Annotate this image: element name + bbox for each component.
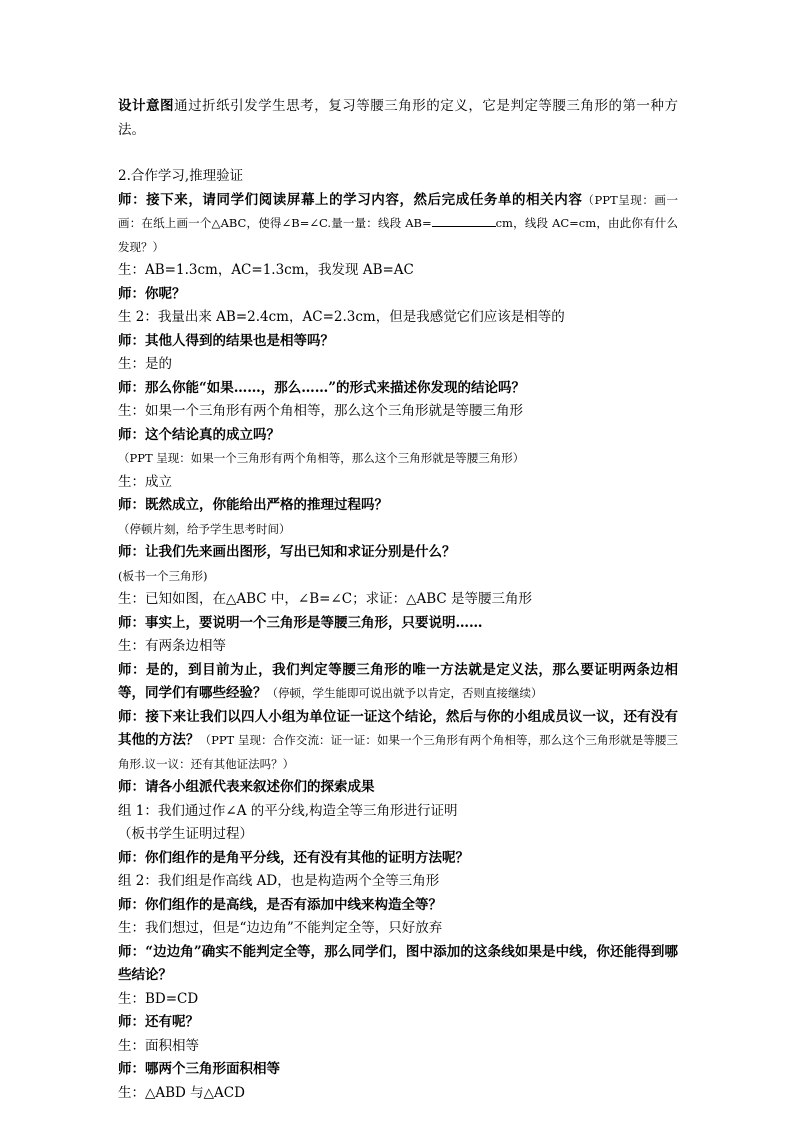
teacher-text: 师：是的，到目前为止，我们判定等腰三角形的唯一方法就是定义法，那么要证明两条边相等，同学们有哪些经验？ <box>118 661 678 701</box>
teacher-line: 师：这个结论真的成立吗？ <box>118 426 280 443</box>
student-line: 生：如果一个三角形有两个角相等，那么这个三角形就是等腰三角形 <box>118 403 523 419</box>
teacher-line: 师：“边边角”确实不能判定全等，那么同学们，图中添加的这条线如果是中线，你还能得到哪些结论？ <box>118 943 678 983</box>
board-note-line: （板书学生证明过程） <box>118 826 253 842</box>
teacher-line: 师：你们组作的是角平分线，还有没有其他的证明方法呢？ <box>118 849 469 866</box>
teacher-line <box>118 659 678 706</box>
teacher-line <box>118 706 678 777</box>
student-line: 生：有两条边相等 <box>118 638 226 654</box>
section-title: 2.合作学习,推理验证 <box>118 168 244 184</box>
student-line: 生：是的 <box>118 356 172 372</box>
teacher-line: 师：还有呢？ <box>118 1014 199 1030</box>
teacher-line: 师：事实上，要说明一个三角形是等腰三角形，只要说明…… <box>118 614 483 631</box>
ppt-note: cm，线段 AC=cm，由此你有什么发现？） <box>118 216 679 254</box>
teacher-line: 师：其他人得到的结果也是相等吗？ <box>118 332 334 349</box>
student-line: 生：已知如图，在△ABC 中，∠B=∠C；求证：△ABC 是等腰三角形 <box>118 591 533 607</box>
spacer <box>118 142 678 165</box>
note-text: （停顿，学生能即可说出就予以肯定，否则直接继续） <box>266 686 543 700</box>
teacher-line: 师：哪两个三角形面积相等 <box>118 1061 280 1077</box>
dialog-line <box>118 189 678 260</box>
student-line: 组 1：我们通过作∠A 的平分线,构造全等三角形进行证明 <box>118 802 458 819</box>
design-intent-text: 通过折纸引发学生思考，复习等腰三角形的定义，它是判定等腰三角形的第一种方法。 <box>118 98 679 138</box>
student-line: 生 2：我量出来 AB=2.4cm，AC=2.3cm，但是我感觉它们应该是相等的 <box>118 309 565 325</box>
student-line: 生：成立 <box>118 473 172 490</box>
note-line: （PPT 呈现：如果一个三角形有两个角相等，那么这个三角形就是等腰三角形） <box>118 451 525 465</box>
teacher-line: 师：请各小组派代表来叙述你们的探索成果 <box>118 779 375 795</box>
design-intent-label: 设计意图 <box>118 98 175 114</box>
blank-underline <box>432 214 496 227</box>
teacher-line: 师：让我们先来画出图形，写出已知和求证分别是什么？ <box>118 544 456 560</box>
ppt-note: （PPT呈现：画一画：在纸上画一个△ABC，使得∠B=∠C.量一量：线段 AB= <box>118 192 678 230</box>
note-line: （停顿片刻，给予学生思考时间） <box>118 521 291 536</box>
teacher-line: 师：既然成立，你能给出严格的推理过程吗？ <box>118 497 388 513</box>
teacher-text: 师：接下来，请同学们阅读屏幕上的学习内容，然后完成任务单的相关内容 <box>118 191 583 208</box>
note-line: (板书一个三角形) <box>118 568 208 583</box>
student-line: 生：AB=1.3cm，AC=1.3cm，我发现 AB=AC <box>118 262 414 278</box>
teacher-line: 师：那么你能“如果……，那么……”的形式来描述你发现的结论吗？ <box>118 379 526 396</box>
document-page <box>118 95 678 1105</box>
design-intent <box>118 95 678 142</box>
student-line: 生：△ABD 与△ACD <box>118 1084 245 1101</box>
student-line: 生：面积相等 <box>118 1037 199 1054</box>
teacher-line: 师：你们组作的是高线，是否有添加中线来构造全等？ <box>118 896 442 913</box>
student-line: 生：我们想过，但是“边边角”不能判定全等，只好放弃 <box>118 920 443 936</box>
teacher-text: 师：接下来让我们以四人小组为单位证一证这个结论，然后与你的小组成员议一议，还有没有其他的方法？ <box>118 708 678 748</box>
ppt-note: （PPT 呈现：合作交流：证一证：如果一个三角形有两个角相等，那么这个三角形就是等腰三角形.议一议：还有其他证法吗？） <box>118 733 679 771</box>
student-line: 生：BD=CD <box>118 990 199 1007</box>
teacher-line: 师：你呢？ <box>118 285 186 302</box>
student-line: 组 2：我们组是作高线 AD，也是构造两个全等三角形 <box>118 873 440 889</box>
